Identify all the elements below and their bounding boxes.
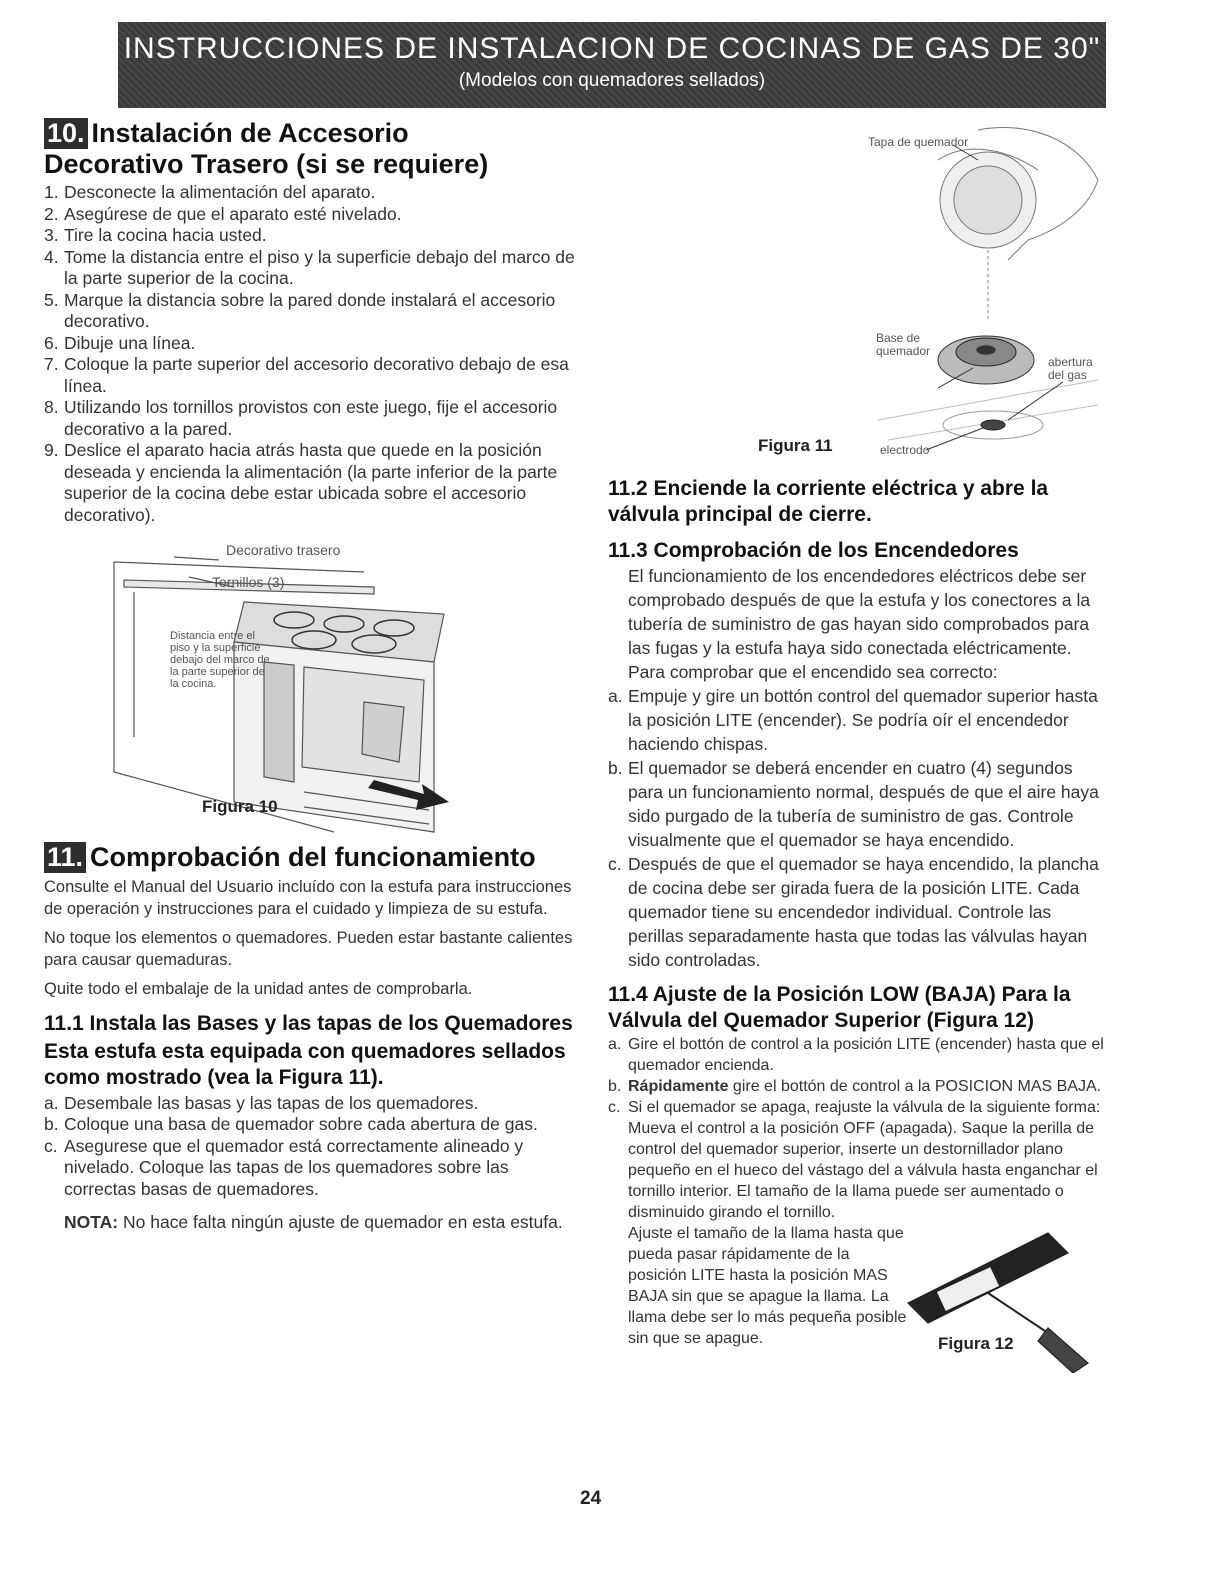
header-banner <box>118 22 1106 108</box>
figure-11 <box>608 120 1108 460</box>
section-11-title: 11. Comprobación del funcionamiento <box>44 842 584 873</box>
list-item: c. Si el quemador se apaga, reajuste la válvula de la siguiente forma: Mueva el control a la posición OFF (apagada). Saque la perilla de control del quemador superior, inserte un destornillador plano pequeño en el hueco del vástago del a válvula hasta enganchar el tornillo interior. El tamaño de la llama puede ser aumentado o disminuido girando el tornillo. <box>608 1099 1101 1221</box>
header-subtitle: (Modelos con quemadores sellados) <box>458 70 766 91</box>
figure-10 <box>44 532 584 842</box>
section-11-number: 11. <box>44 842 86 873</box>
list-item: c. Después de que el quemador se haya encendido, la plancha de cocina debe ser girada fuera de la posición LITE. Cada quemador tiene su encendedor individual. Controle las perillas separadamente hasta que todas las válvulas hayan sido controladas. <box>608 854 1099 970</box>
s113-list <box>608 684 1108 972</box>
header-title: INSTRUCCIONES DE INSTALACION DE COCINAS DE GAS DE 30" <box>123 32 1101 65</box>
s114-list <box>608 1034 1108 1223</box>
label-distance: Distancia entre el piso y la superficie debajo del marco de la parte superior de la cocina. <box>170 630 270 690</box>
s113-intro: El funcionamiento de los encendedores eléctricos debe ser comprobado después de que la estufa y los conectores a la tubería de suministro de gas hayan sido comprobados para las fugas y la estufa haya sido conectada eléctricamente. Para comprobar que el encendido sea correcto: <box>628 566 1091 682</box>
list-item: 7. Coloque la parte superior del accesorio decorativo debajo de esa línea. <box>44 354 569 396</box>
label-screws: Tornillos (3) <box>212 574 285 590</box>
list-item: 8. Utilizando los tornillos provistos con este juego, fije el accesorio decorativo a la pared. <box>44 397 558 439</box>
label-electrode: electrodo <box>880 443 930 457</box>
note <box>44 1212 584 1234</box>
list-item: c. Asegurese que el quemador está correctamente alineado y nivelado. Coloque las tapas de los quemadores sobre las correctas basas de quemadores. <box>44 1135 524 1199</box>
list-item: 1. Desconecte la alimentación del aparato. <box>44 182 376 202</box>
figure-12-caption: Figura 12 <box>938 1334 1014 1353</box>
s114-c-tail: Ajuste el tamaño de la llama hasta que pueda pasar rápidamente de la posición LITE hasta la posición MAS BAJA sin que se apague la llama. La llama debe ser lo más pequeña posible sin que se apague. <box>628 1225 907 1347</box>
burner-illustration <box>608 120 1108 460</box>
list-item: a. Gire el bottón de control a la posición LITE (encender) hasta que el quemador encienda. <box>608 1036 1104 1074</box>
note-label: NOTA: <box>64 1212 119 1232</box>
section-10-title <box>44 118 584 180</box>
s112-title: 11.2 Enciende la corriente eléctrica y abre la válvula principal de cierre. <box>608 477 1049 526</box>
label-burner-base: Base de quemador <box>876 331 931 358</box>
list-item: 9. Deslice el aparato hacia atrás hasta que quede en la posición deseada y encienda la alimentación (la parte inferior de la parte superior de la cocina debe estar ubicada sobre el accesorio decorativo). <box>44 440 558 525</box>
right-column <box>608 120 1108 1373</box>
figure-10-caption: Figura 10 <box>202 797 278 816</box>
range-illustration <box>44 532 584 842</box>
list-item: b. Rápidamente gire el bottón de control a la POSICION MAS BAJA. <box>608 1078 1102 1095</box>
list-item: b. El quemador se deberá encender en cuatro (4) segundos para un funcionamiento normal, después de que el aire haya sido purgado de la tubería de suministro de gas. Controle visualmente que el quemador se haya encendido. <box>608 758 1099 850</box>
left-column <box>44 118 584 1242</box>
label-backguard: Decorativo trasero <box>226 542 341 558</box>
note-text: No hace falta ningún ajuste de quemador en esta estufa. <box>122 1212 563 1232</box>
s11-paragraph-3: Quite todo el embalaje de la unidad antes de comprobarla. <box>44 980 473 998</box>
s11-paragraph-1: Consulte el Manual del Usuario incluído con la estufa para instrucciones de operación y instrucciones para el cuidado y limpieza de su estufa. <box>44 878 572 918</box>
section-10-number: 10. <box>44 118 88 149</box>
list-item: 5. Marque la distancia sobre la pared donde instalará el accesorio decorativo. <box>44 289 556 331</box>
list-item: 4. Tome la distancia entre el piso y la superficie debajo del marco de la parte superior de la cocina. <box>44 246 575 288</box>
list-item: 2. Asegúrese de que el aparato esté nivelado. <box>44 203 402 224</box>
s111-subtitle: Esta estufa esta equipada con quemadores sellados como mostrado (vea la Figura 11). <box>44 1039 566 1089</box>
label-burner-cap: Tapa de quemador <box>868 135 969 149</box>
figure-11-caption: Figura 11 <box>758 436 833 455</box>
s111-list <box>44 1093 584 1201</box>
list-item: a. Desembale las basas y las tapas de los quemadores. <box>44 1092 479 1113</box>
label-gas-opening: abertura del gas <box>1048 355 1093 382</box>
section-10-steps <box>44 182 584 526</box>
list-item: b. Coloque una basa de quemador sobre cada abertura de gas. <box>44 1114 538 1134</box>
list-item: 3. Tire la cocina hacia usted. <box>44 225 267 245</box>
page-number: 24 <box>580 1488 602 1509</box>
section-10-title-line1: Instalación de Accesorio <box>91 118 409 148</box>
section-10-title-line2: Decorativo Trasero (si se requiere) <box>44 149 489 179</box>
s11-paragraph-2: No toque los elementos o quemadores. Pueden estar bastante calientes para causar quemaduras. <box>44 929 573 969</box>
list-item: 6. Dibuje una línea. <box>44 332 196 353</box>
s111-title: 11.1 Instala las Bases y las tapas de los Quemadores <box>44 1011 573 1035</box>
list-item: a. Empuje y gire un bottón control del quemador superior hasta la posición LITE (encender). Se podría oír el encendedor haciendo chispas. <box>608 686 1098 754</box>
s113-title: 11.3 Comprobación de los Encendedores <box>608 539 1019 562</box>
s114-title: 11.4 Ajuste de la Posición LOW (BAJA) Para la Válvula del Quemador Superior (Figura 12) <box>608 983 1071 1032</box>
